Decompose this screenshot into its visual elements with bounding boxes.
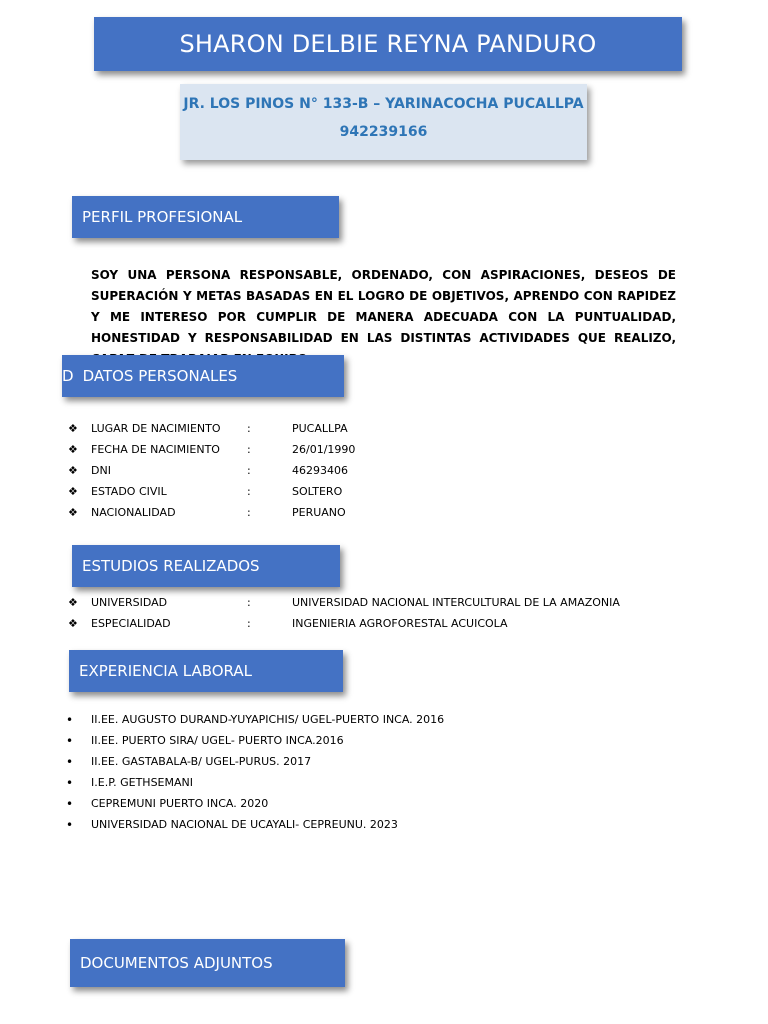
phone: 942239166 [339, 124, 428, 140]
row-value: SOLTERO [292, 485, 343, 498]
profile-text: SOY UNA PERSONA RESPONSABLE, ORDENADO, CON ASPIRACIONES, DESEOS DE SUPERACIÓN Y METAS BASADAS EN EL LOGRO DE OBJETIVOS, APRENDO CON RAPIDEZ Y ME INTERESO POR CUMPLIR DE MANERA ADECUADA CON LA PUNTUALIDAD, HONESTIDAD Y RESPONSABILIDAD EN LAS DISTINTAS ACTIVIDADES QUE REALIZO, [91, 268, 676, 345]
personal-row [68, 439, 355, 460]
row-separator: : [247, 464, 251, 477]
round-bullet-icon: • [66, 775, 74, 790]
name-banner [94, 17, 682, 71]
round-bullet-icon: • [66, 733, 74, 748]
experience-item [66, 730, 344, 751]
section-profile-title: PERFIL PROFESIONAL [82, 208, 243, 226]
experience-text: II.EE. GASTABALA-B/ UGEL-PURUS. 2017 [91, 755, 312, 768]
section-studies-title: ESTUDIOS REALIZADOS [82, 557, 260, 575]
row-separator: : [247, 506, 251, 519]
personal-row [68, 481, 342, 502]
section-studies [72, 545, 340, 587]
experience-text: CEPREMUNI PUERTO INCA. 2020 [91, 797, 269, 810]
experience-item [66, 772, 193, 793]
section-experience-title: EXPERIENCIA LABORAL [79, 662, 252, 680]
studies-row [68, 592, 620, 613]
experience-text: UNIVERSIDAD NACIONAL DE UCAYALI- CEPREUNU. 2023 [91, 818, 398, 831]
round-bullet-icon: • [66, 796, 74, 811]
diamond-bullet-icon: ❖ [68, 464, 78, 477]
personal-row [68, 502, 346, 523]
row-separator: : [247, 422, 251, 435]
row-label: LUGAR DE NACIMIENTO [91, 422, 221, 435]
diamond-bullet-icon: ❖ [68, 422, 78, 435]
row-value: 26/01/1990 [292, 443, 356, 456]
diamond-bullet-icon: ❖ [68, 506, 78, 519]
address: JR. LOS PINOS N° 133-B – YARINACOCHA PUCALLPA [183, 96, 584, 112]
round-bullet-icon: • [66, 712, 74, 727]
row-label: ESPECIALIDAD [91, 617, 171, 630]
row-value: INGENIERIA AGROFORESTAL ACUICOLA [292, 617, 508, 630]
experience-item [66, 709, 444, 730]
experience-item [66, 814, 398, 835]
row-label: FECHA DE NACIMIENTO [91, 443, 220, 456]
diamond-bullet-icon: ❖ [68, 596, 78, 609]
diamond-bullet-icon: ❖ [68, 485, 78, 498]
experience-text: II.EE. AUGUSTO DURAND-YUYAPICHIS/ UGEL-PUERTO INCA. 2016 [91, 713, 445, 726]
row-label: UNIVERSIDAD [91, 596, 168, 609]
diamond-bullet-icon: ❖ [68, 443, 78, 456]
row-separator: : [247, 485, 251, 498]
row-value: 46293406 [292, 464, 348, 477]
experience-text: I.E.P. GETHSEMANI [91, 776, 193, 789]
section-profile [72, 196, 339, 238]
row-label: ESTADO CIVIL [91, 485, 167, 498]
section-experience [69, 650, 343, 692]
round-bullet-icon: • [66, 817, 74, 832]
experience-item [66, 793, 268, 814]
full-name: SHARON DELBIE REYNA PANDURO [179, 30, 597, 58]
section-personal [62, 355, 344, 397]
diamond-bullet-icon: ❖ [68, 617, 78, 630]
section-personal-title: DATOS PERSONALES [82, 367, 238, 385]
row-separator: : [247, 617, 251, 630]
row-separator: : [247, 596, 251, 609]
section-documents [70, 939, 345, 987]
row-value: PUCALLPA [292, 422, 348, 435]
experience-item [66, 751, 311, 772]
round-bullet-icon: • [66, 754, 74, 769]
row-label: NACIONALIDAD [91, 506, 176, 519]
row-value: UNIVERSIDAD NACIONAL INTERCULTURAL DE LA AMAZONIA [292, 596, 620, 609]
section-documents-title: DOCUMENTOS ADJUNTOS [80, 954, 273, 972]
personal-row [68, 418, 348, 439]
section-personal-prefix: D [62, 367, 74, 385]
experience-text: II.EE. PUERTO SIRA/ UGEL- PUERTO INCA.2016 [91, 734, 344, 747]
row-separator: : [247, 443, 251, 456]
studies-row [68, 613, 508, 634]
personal-row [68, 460, 348, 481]
row-label: DNI [91, 464, 111, 477]
contact-box [180, 84, 587, 160]
row-value: PERUANO [292, 506, 346, 519]
